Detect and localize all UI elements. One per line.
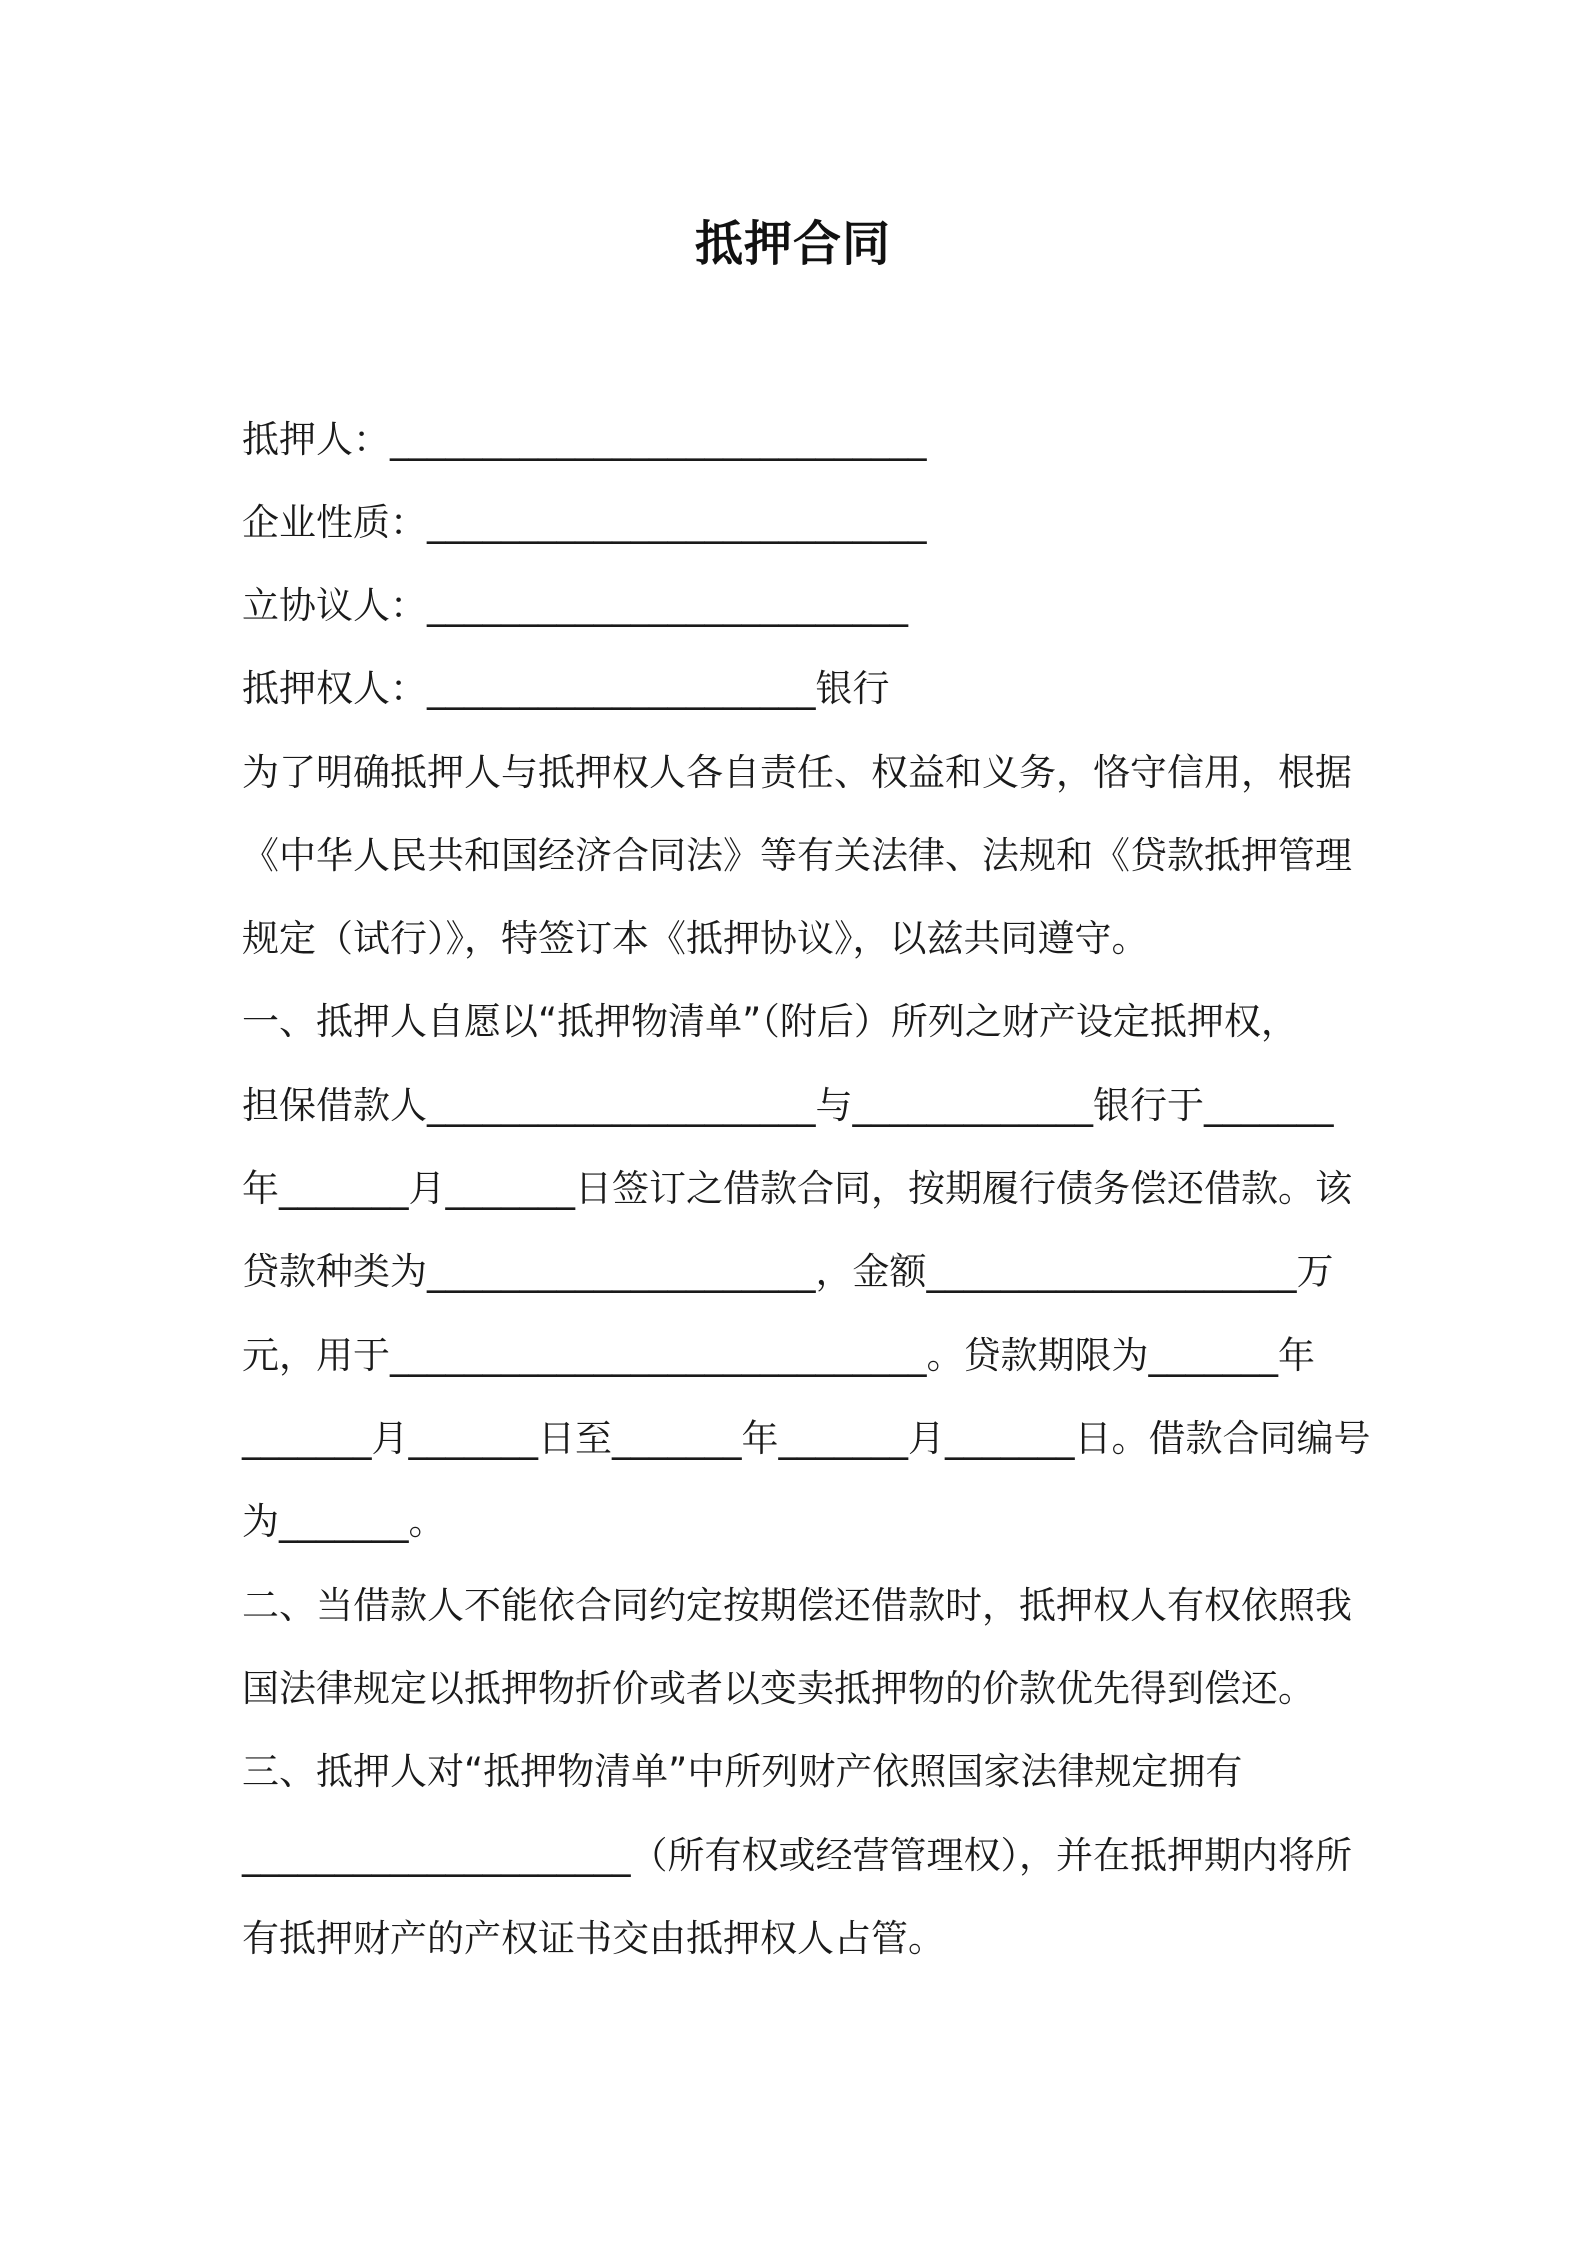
- clause-1-line-6: _______月_______日至_______年_______月_______日。借款合同编号: [242, 1417, 1371, 1460]
- clause-1-line-4: 贷款种类为_____________________，金额____________________万: [242, 1250, 1334, 1293]
- clause-3-line-1: 三、抵押人对“抵押物清单”中所列财产依照国家法律规定拥有: [242, 1750, 1243, 1793]
- clause-1-line-7: 为_______。: [242, 1500, 446, 1543]
- clause-1-line-3: 年_______月_______日签订之借款合同，按期履行债务偿还借款。该: [242, 1167, 1352, 1210]
- clause-1-line-5: 元，用于_____________________________。贷款期限为_______年: [242, 1334, 1315, 1377]
- preamble-line-1: 为了明确抵押人与抵押权人各自责任、权益和义务，恪守信用，根据: [242, 751, 1352, 794]
- clause-2-line-2: 国法律规定以抵押物折价或者以变卖抵押物的价款优先得到偿还。: [242, 1667, 1315, 1710]
- clause-1-line-1: 一、抵押人自愿以“抵押物清单”（附后）所列之财产设定抵押权，: [242, 1000, 1298, 1043]
- mortgagee-bank-field-line: 抵押权人：_____________________银行: [242, 667, 890, 710]
- clause-3-line-2: _____________________（所有权或经营管理权），并在抵押期内将所: [242, 1834, 1352, 1877]
- agreement-party-field-line: 立协议人：__________________________: [242, 584, 908, 627]
- mortgagor-field-line: 抵押人：_____________________________: [242, 418, 927, 461]
- preamble-line-3: 规定（试行）》，特签订本《抵押协议》，以兹共同遵守。: [242, 917, 1149, 960]
- preamble-line-2: 《中华人民共和国经济合同法》等有关法律、法规和《贷款抵押管理: [242, 834, 1352, 877]
- enterprise-nature-field-line: 企业性质：___________________________: [242, 501, 927, 544]
- document-title: 抵押合同: [694, 216, 891, 272]
- clause-3-line-3: 有抵押财产的产权证书交由抵押权人占管。: [242, 1917, 945, 1960]
- clause-2-line-1: 二、当借款人不能依合同约定按期偿还借款时，抵押权人有权依照我: [242, 1584, 1352, 1627]
- clause-1-line-2: 担保借款人_____________________与_____________银行于_______: [242, 1084, 1334, 1127]
